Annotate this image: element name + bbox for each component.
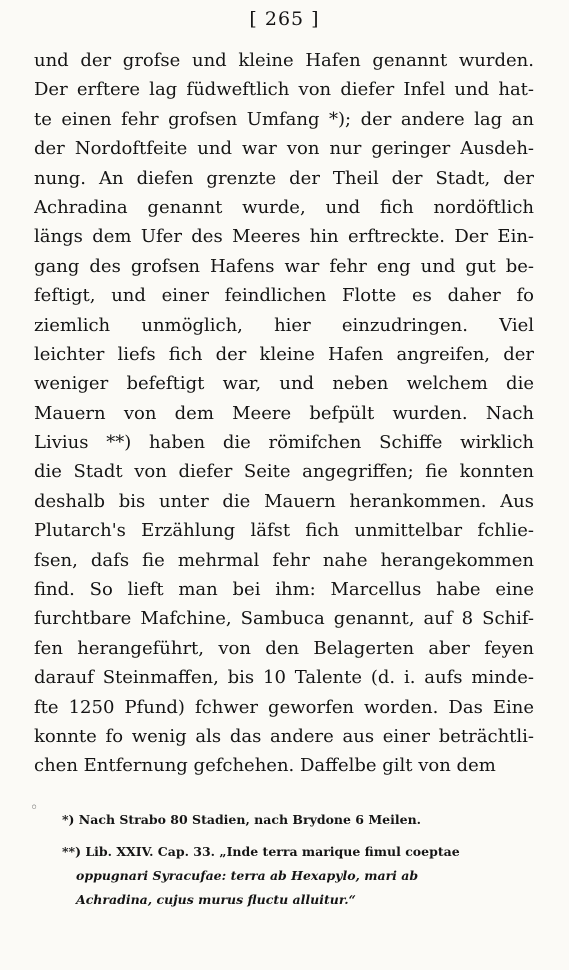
- text-line: leichter liefs fich der kleine Hafen angreifen, der: [34, 343, 534, 365]
- footnote-2: **) Lib. XXIV. Cap. 33. „Inde terra marique fimul coeptae: [62, 844, 460, 859]
- text-line: fsen, dafs fie mehrmal fehr nahe herangekommen: [34, 549, 534, 571]
- text-line: der Nordoftfeite und war von nur geringer Ausdeh-: [34, 138, 534, 160]
- text-line: Der erftere lag füdweftlich von diefer Infel und hat-: [34, 79, 534, 101]
- text-line: deshalb bis unter die Mauern herankommen. Aus: [34, 490, 534, 512]
- text-line: te einen fehr grofsen Umfang *); der andere lag an: [34, 108, 534, 130]
- text-line: darauf Steinmaffen, bis 10 Talente (d. i. aufs minde-: [34, 667, 534, 689]
- page-number: [ 265 ]: [249, 8, 320, 30]
- text-line: Mauern von dem Meere befpült wurden. Nach: [34, 402, 534, 424]
- text-line: die Stadt von diefer Seite angegriffen; fie konnten: [34, 461, 534, 483]
- text-line: feftigt, und einer feindlichen Flotte es daher fo: [34, 285, 534, 307]
- text-line: gang des grofsen Hafens war fehr eng und gut be-: [34, 255, 534, 277]
- footnotes: [62, 808, 522, 912]
- text-line: und der grofse und kleine Hafen genannt wurden.: [34, 50, 534, 71]
- text-line: weniger befeftigt war, und neben welchem die: [34, 373, 534, 395]
- text-line: Achradina genannt wurde, und fich nordöftlich: [34, 196, 534, 218]
- body-text: [34, 46, 534, 781]
- text-line: chen Entfernung gefchehen. Daffelbe gilt von dem: [34, 755, 496, 777]
- text-line: Livius **) haben die römifchen Schiffe wirklich: [34, 432, 534, 454]
- text-line: Plutarch's Erzählung läfst fich unmittelbar fchlie-: [34, 520, 534, 542]
- footnote-2-continued: oppugnari Syracufae: terra ab Hexapylo, mari ab: [76, 868, 419, 883]
- text-line: nung. An diefen grenzte der Theil der Stadt, der: [34, 167, 534, 189]
- footnote-2-continued: Achradina, cujus murus fluctu alluitur.“: [76, 892, 356, 907]
- text-line: fte 1250 Pfund) fchwer geworfen worden. Das Eine: [34, 696, 534, 718]
- text-line: konnte fo wenig als das andere aus einer beträchtli-: [34, 725, 534, 747]
- text-line: ziemlich unmöglich, hier einzudringen. Viel: [34, 314, 534, 336]
- text-line: find. So lieft man bei ihm: Marcellus habe eine: [34, 579, 534, 601]
- text-line: furchtbare Mafchine, Sambuca genannt, auf 8 Schif-: [34, 608, 534, 630]
- text-line: längs dem Ufer des Meeres hin erftreckte. Der Ein-: [34, 226, 534, 248]
- text-line: fen herangeführt, von den Belagerten aber feyen: [34, 637, 534, 659]
- footnote-1: *) Nach Strabo 80 Stadien, nach Brydone 6 Meilen.: [62, 812, 422, 827]
- scan-mark: ◦: [30, 800, 39, 816]
